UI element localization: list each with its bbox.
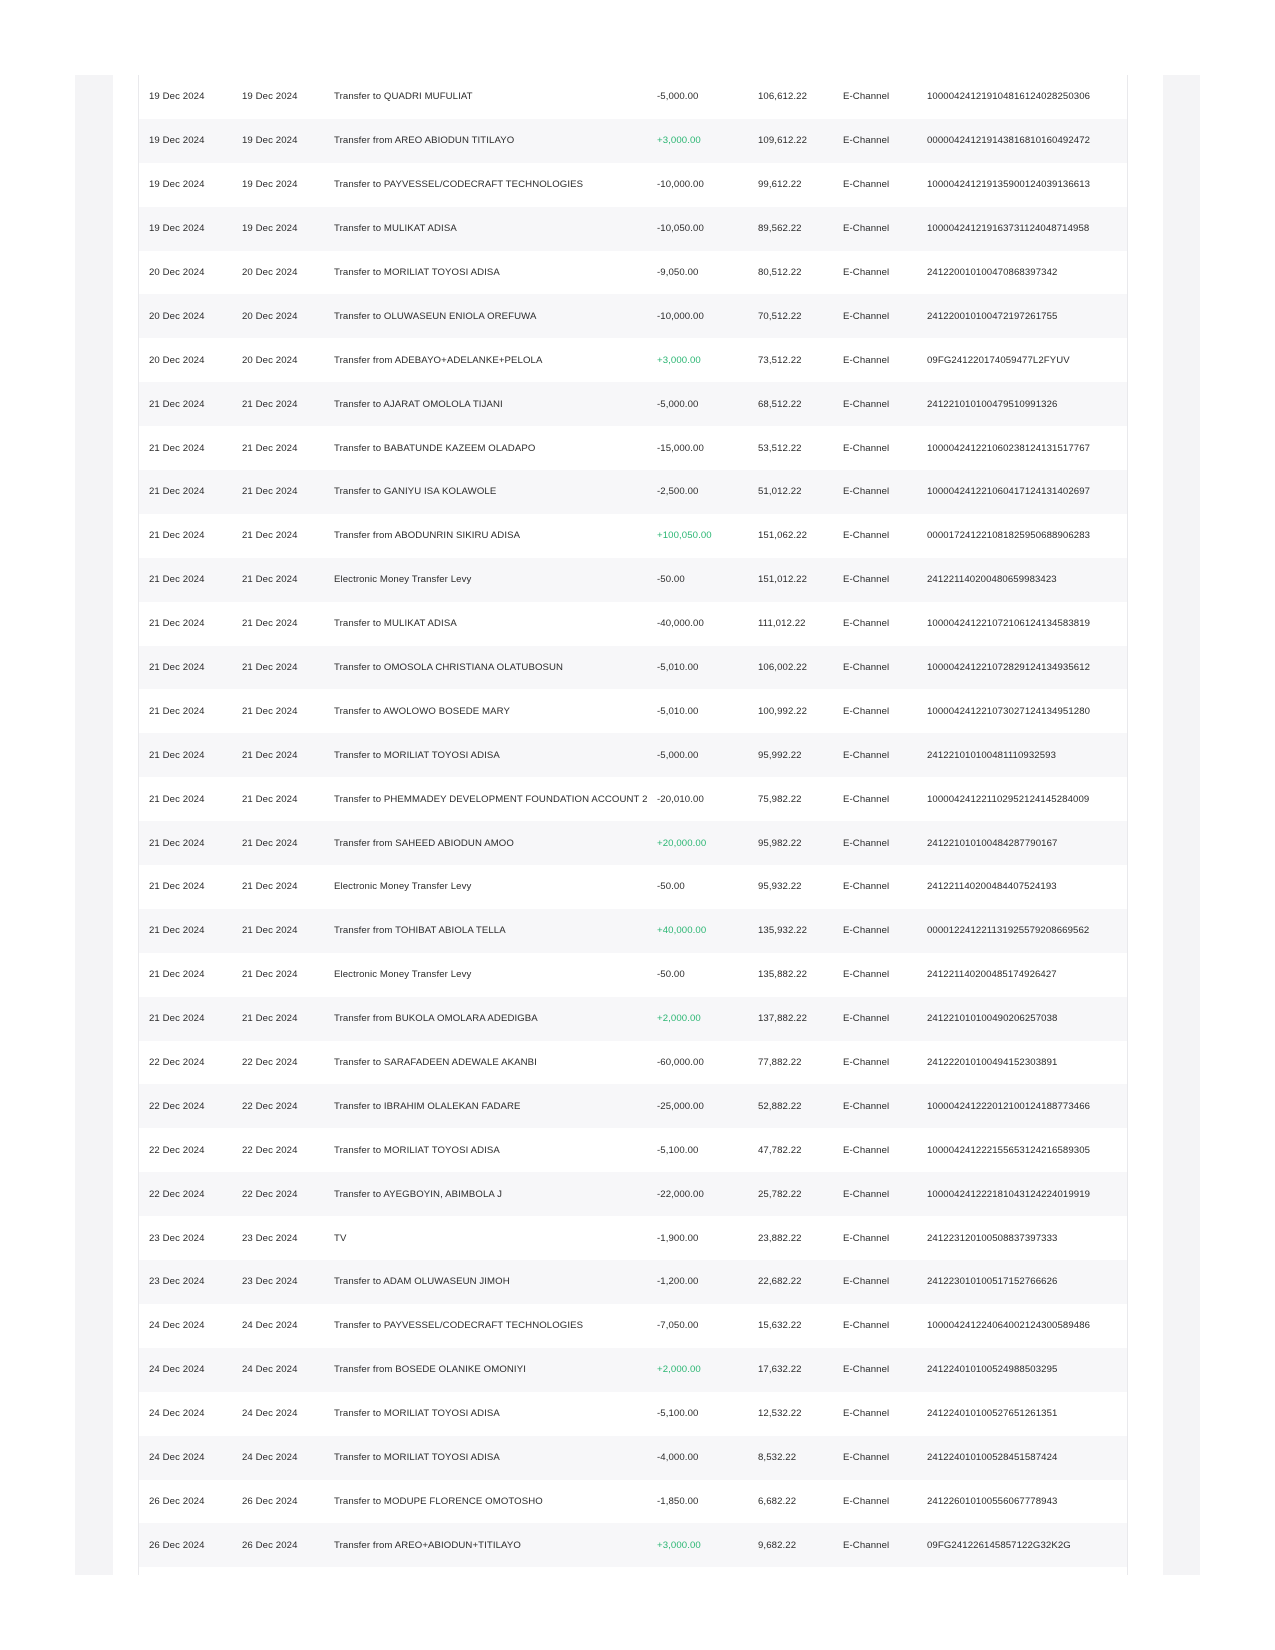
transaction-date: 26 Dec 2024 [149,1539,205,1551]
transaction-channel: E-Channel [843,969,890,981]
running-balance: 17,632.22 [758,1364,802,1376]
transaction-reference: 100004241221072106124134583819 [927,618,1091,630]
running-balance: 109,612.22 [758,135,808,147]
running-balance: 25,782.22 [758,1188,802,1200]
transaction-channel: E-Channel [843,1539,890,1551]
table-row [139,1304,1127,1348]
transaction-amount: -10,050.00 [657,223,704,235]
transaction-date: 19 Dec 2024 [149,223,205,235]
value-date: 24 Dec 2024 [242,1320,298,1332]
table-row [139,821,1127,865]
transaction-description: Transfer to PAYVESSEL/CODECRAFT TECHNOLOGIES [334,1320,584,1332]
table-row [139,1172,1127,1216]
transaction-amount: -25,000.00 [657,1100,704,1112]
transaction-date: 23 Dec 2024 [149,1232,205,1244]
transaction-description: Electronic Money Transfer Levy [334,574,472,586]
transaction-reference: 241224010100528451587424 [927,1452,1058,1464]
transaction-date: 21 Dec 2024 [149,486,205,498]
running-balance: 22,682.22 [758,1276,802,1288]
transaction-amount: -1,850.00 [657,1495,699,1507]
transaction-date: 21 Dec 2024 [149,442,205,454]
running-balance: 15,632.22 [758,1320,802,1332]
transaction-date: 21 Dec 2024 [149,969,205,981]
transaction-amount: -22,000.00 [657,1188,704,1200]
transaction-date: 20 Dec 2024 [149,310,205,322]
transaction-reference: 241224010100524988503295 [927,1364,1058,1376]
transaction-reference: 100004241221060238124131517767 [927,442,1091,454]
table-row [139,689,1127,733]
transaction-description: Transfer to MULIKAT ADISA [334,223,457,235]
transaction-reference: 241221010100481110932593 [927,749,1057,761]
running-balance: 89,562.22 [758,223,802,235]
table-row [139,733,1127,777]
transaction-reference: 241223120100508837397333 [927,1232,1058,1244]
transaction-date: 21 Dec 2024 [149,837,205,849]
running-balance: 68,512.22 [758,398,802,410]
transaction-description: Transfer to QUADRI MUFULIAT [334,91,473,103]
transaction-amount: -2,500.00 [657,486,699,498]
transaction-description: TV [334,1232,347,1244]
transaction-date: 19 Dec 2024 [149,179,205,191]
transaction-description: Transfer from TOHIBAT ABIOLA TELLA [334,925,506,937]
transaction-channel: E-Channel [843,354,890,366]
transaction-channel: E-Channel [843,91,890,103]
value-date: 23 Dec 2024 [242,1232,298,1244]
transaction-date: 21 Dec 2024 [149,925,205,937]
transaction-description: Transfer to MORILIAT TOYOSI ADISA [334,749,500,761]
transaction-channel: E-Channel [843,1188,890,1200]
table-row [139,163,1127,207]
transaction-description: Transfer to MORILIAT TOYOSI ADISA [334,1408,500,1420]
transaction-channel: E-Channel [843,486,890,498]
transaction-reference: 100004241222012100124188773466 [927,1100,1091,1112]
table-row [139,646,1127,690]
table-row [139,470,1127,514]
table-row [139,75,1127,119]
value-date: 19 Dec 2024 [242,91,298,103]
value-date: 26 Dec 2024 [242,1539,298,1551]
transaction-reference: 241226010100556067778943 [927,1495,1058,1507]
transaction-amount: +20,000.00 [657,837,707,849]
value-date: 24 Dec 2024 [242,1452,298,1464]
transaction-channel: E-Channel [843,749,890,761]
transaction-amount: -50.00 [657,969,685,981]
transaction-reference: 241221140200484407524193 [927,881,1057,893]
value-date: 21 Dec 2024 [242,618,298,630]
table-row [139,1216,1127,1260]
transaction-channel: E-Channel [843,925,890,937]
value-date: 24 Dec 2024 [242,1408,298,1420]
table-row [139,1436,1127,1480]
transaction-amount: -5,000.00 [657,91,699,103]
value-date: 20 Dec 2024 [242,354,298,366]
transaction-channel: E-Channel [843,705,890,717]
value-date: 21 Dec 2024 [242,398,298,410]
transaction-reference: 100004241221072829124134935612 [927,662,1091,674]
transaction-date: 22 Dec 2024 [149,1057,205,1069]
value-date: 23 Dec 2024 [242,1276,298,1288]
running-balance: 151,062.22 [758,530,808,542]
transaction-date: 21 Dec 2024 [149,749,205,761]
transaction-channel: E-Channel [843,618,890,630]
running-balance: 111,012.22 [758,618,806,630]
transaction-amount: -50.00 [657,574,685,586]
table-row [139,514,1127,558]
running-balance: 52,882.22 [758,1100,802,1112]
table-row [139,909,1127,953]
transaction-amount: -20,010.00 [657,793,704,805]
running-balance: 95,932.22 [758,881,802,893]
transaction-description: Transfer from BOSEDE OLANIKE OMONIYI [334,1364,526,1376]
transaction-amount: -5,000.00 [657,398,699,410]
transaction-amount: -7,050.00 [657,1320,699,1332]
value-date: 21 Dec 2024 [242,837,298,849]
transaction-reference: 100004241219104816124028250306 [927,91,1091,103]
running-balance: 23,882.22 [758,1232,802,1244]
transaction-description: Transfer to AYEGBOYIN, ABIMBOLA J [334,1188,503,1200]
transaction-description: Transfer from AREO ABIODUN TITILAYO [334,135,515,147]
table-row [139,1523,1127,1567]
transaction-reference: 100004241221073027124134951280 [927,705,1091,717]
transaction-amount: -5,010.00 [657,705,699,717]
transaction-date: 19 Dec 2024 [149,135,205,147]
transaction-reference: 100004241222155653124216589305 [927,1144,1091,1156]
value-date: 21 Dec 2024 [242,662,298,674]
transaction-reference: 241222010100494152303891 [927,1057,1058,1069]
table-row [139,338,1127,382]
transaction-description: Transfer to OLUWASEUN ENIOLA OREFUWA [334,310,537,322]
transaction-amount: +2,000.00 [657,1013,701,1025]
transaction-date: 26 Dec 2024 [149,1495,205,1507]
running-balance: 99,612.22 [758,179,802,191]
transaction-channel: E-Channel [843,1100,890,1112]
transaction-channel: E-Channel [843,1320,890,1332]
transaction-date: 23 Dec 2024 [149,1276,205,1288]
transaction-date: 21 Dec 2024 [149,530,205,542]
table-row [139,294,1127,338]
transaction-date: 24 Dec 2024 [149,1364,205,1376]
transaction-reference: 000017241221081825950688906283 [927,530,1091,542]
table-row [139,1392,1127,1436]
transaction-reference: 241221010100490206257038 [927,1013,1058,1025]
transaction-channel: E-Channel [843,1408,890,1420]
transaction-amount: -5,100.00 [657,1144,699,1156]
table-row [139,207,1127,251]
transaction-amount: -10,000.00 [657,310,704,322]
transaction-description: Transfer from ABODUNRIN SIKIRU ADISA [334,530,521,542]
table-row [139,1348,1127,1392]
running-balance: 95,992.22 [758,749,802,761]
value-date: 19 Dec 2024 [242,135,298,147]
transaction-channel: E-Channel [843,398,890,410]
transaction-date: 20 Dec 2024 [149,354,205,366]
value-date: 21 Dec 2024 [242,749,298,761]
table-row [139,558,1127,602]
transaction-reference: 241221010100484287790167 [927,837,1058,849]
table-row [139,777,1127,821]
transaction-amount: -10,000.00 [657,179,704,191]
value-date: 21 Dec 2024 [242,574,298,586]
transaction-amount: +40,000.00 [657,925,707,937]
transaction-description: Transfer to MULIKAT ADISA [334,618,457,630]
transaction-description: Transfer to ADAM OLUWASEUN JIMOH [334,1276,510,1288]
transaction-reference: 100004241224064002124300589486 [927,1320,1091,1332]
table-row [139,1480,1127,1524]
transaction-amount: -50.00 [657,881,685,893]
transaction-reference: 09FG241226145857122G32K2G [927,1539,1071,1551]
transaction-channel: E-Channel [843,881,890,893]
running-balance: 100,992.22 [758,705,808,717]
transaction-description: Transfer to MORILIAT TOYOSI ADISA [334,1144,500,1156]
table-row [139,1041,1127,1085]
transaction-reference: 241224010100527651261351 [927,1408,1058,1420]
transaction-description: Transfer to AWOLOWO BOSEDE MARY [334,705,511,717]
transaction-channel: E-Channel [843,530,890,542]
transaction-channel: E-Channel [843,837,890,849]
value-date: 21 Dec 2024 [242,969,298,981]
running-balance: 135,932.22 [758,925,808,937]
transaction-amount: +2,000.00 [657,1364,701,1376]
transaction-channel: E-Channel [843,442,890,454]
transaction-channel: E-Channel [843,1276,890,1288]
transaction-date: 22 Dec 2024 [149,1100,205,1112]
transaction-description: Transfer to IBRAHIM OLALEKAN FADARE [334,1100,521,1112]
transaction-reference: 000012241221131925579208669562 [927,925,1090,937]
transaction-date: 24 Dec 2024 [149,1408,205,1420]
transaction-date: 21 Dec 2024 [149,705,205,717]
transaction-channel: E-Channel [843,1057,890,1069]
running-balance: 75,982.22 [758,793,802,805]
running-balance: 9,682.22 [758,1539,797,1551]
transaction-description: Electronic Money Transfer Levy [334,969,472,981]
transaction-reference: 241221140200485174926427 [927,969,1057,981]
transaction-channel: E-Channel [843,1144,890,1156]
page-margin-right [1163,75,1200,1575]
transaction-reference: 100004241219135900124039136613 [927,179,1091,191]
value-date: 20 Dec 2024 [242,267,298,278]
running-balance: 77,882.22 [758,1057,802,1069]
running-balance: 135,882.22 [758,969,808,981]
table-row [139,251,1127,295]
value-date: 21 Dec 2024 [242,1013,298,1025]
transaction-amount: -5,100.00 [657,1408,699,1420]
table-row [139,1260,1127,1304]
transaction-description: Transfer to MODUPE FLORENCE OMOTOSHO [334,1495,543,1507]
transaction-date: 21 Dec 2024 [149,1013,205,1025]
transaction-description: Transfer to SARAFADEEN ADEWALE AKANBI [334,1057,537,1069]
transaction-channel: E-Channel [843,1495,890,1507]
transaction-amount: +100,050.00 [657,530,712,542]
transaction-description: Transfer to MORILIAT TOYOSI ADISA [334,1452,500,1464]
transaction-reference: 100004241219163731124048714958 [927,223,1090,235]
transaction-amount: +3,000.00 [657,1539,701,1551]
transaction-date: 21 Dec 2024 [149,398,205,410]
transaction-description: Transfer from SAHEED ABIODUN AMOO [334,837,514,849]
value-date: 20 Dec 2024 [242,310,298,322]
transaction-date: 21 Dec 2024 [149,618,205,630]
running-balance: 47,782.22 [758,1144,802,1156]
table-row [139,382,1127,426]
transaction-channel: E-Channel [843,793,890,805]
transaction-amount: -4,000.00 [657,1452,699,1464]
transaction-description: Transfer from BUKOLA OMOLARA ADEDIGBA [334,1013,538,1025]
running-balance: 106,002.22 [758,662,808,674]
transaction-date: 21 Dec 2024 [149,881,205,893]
value-date: 26 Dec 2024 [242,1495,298,1507]
transaction-description: Transfer from ADEBAYO+ADELANKE+PELOLA [334,354,543,366]
transaction-amount: -60,000.00 [657,1057,704,1069]
statement-sheet [138,75,1128,1575]
transaction-reference: 000004241219143816810160492472 [927,135,1091,147]
transaction-reference: 241220010100470868397342 [927,267,1058,278]
table-row [139,953,1127,997]
transaction-amount: -1,900.00 [657,1232,699,1244]
transaction-description: Transfer to OMOSOLA CHRISTIANA OLATUBOSUN [334,662,564,674]
transaction-date: 21 Dec 2024 [149,574,205,586]
running-balance: 106,612.22 [758,91,808,103]
running-balance: 12,532.22 [758,1408,802,1420]
table-row [139,426,1127,470]
value-date: 22 Dec 2024 [242,1057,298,1069]
transaction-channel: E-Channel [843,310,890,322]
running-balance: 137,882.22 [758,1013,808,1025]
transaction-date: 24 Dec 2024 [149,1320,205,1332]
transaction-channel: E-Channel [843,179,890,191]
transaction-channel: E-Channel [843,223,890,235]
transaction-description: Electronic Money Transfer Levy [334,881,472,893]
running-balance: 70,512.22 [758,310,802,322]
transaction-date: 22 Dec 2024 [149,1188,205,1200]
transaction-amount: -40,000.00 [657,618,704,630]
transaction-date: 20 Dec 2024 [149,267,205,278]
running-balance: 53,512.22 [758,442,802,454]
value-date: 21 Dec 2024 [242,486,298,498]
running-balance: 8,532.22 [758,1452,797,1464]
table-row [139,865,1127,909]
transaction-date: 19 Dec 2024 [149,91,205,103]
transactions-table [139,75,1127,1567]
transaction-description: Transfer to PHEMMADEY DEVELOPMENT FOUNDATION ACCOUNT 2 [334,793,648,805]
transaction-channel: E-Channel [843,1452,890,1464]
value-date: 21 Dec 2024 [242,530,298,542]
transaction-description: Transfer to BABATUNDE KAZEEM OLADAPO [334,442,536,454]
value-date: 24 Dec 2024 [242,1364,298,1376]
running-balance: 6,682.22 [758,1495,797,1507]
transaction-reference: 100004241221060417124131402697 [927,486,1091,498]
value-date: 19 Dec 2024 [242,223,298,235]
transaction-amount: +3,000.00 [657,135,701,147]
transaction-description: Transfer to PAYVESSEL/CODECRAFT TECHNOLOGIES [334,179,584,191]
table-row [139,1128,1127,1172]
transaction-description: Transfer to AJARAT OMOLOLA TIJANI [334,398,503,410]
transaction-description: Transfer to MORILIAT TOYOSI ADISA [334,267,500,278]
transaction-channel: E-Channel [843,574,890,586]
transaction-channel: E-Channel [843,1364,890,1376]
transaction-date: 21 Dec 2024 [149,662,205,674]
running-balance: 51,012.22 [758,486,802,498]
page-margin-left [75,75,113,1575]
value-date: 22 Dec 2024 [242,1188,298,1200]
transaction-reference: 241221010100479510991326 [927,398,1058,410]
transaction-reference: 100004241222181043124224019919 [927,1188,1091,1200]
transaction-date: 24 Dec 2024 [149,1452,205,1464]
transaction-amount: +3,000.00 [657,354,701,366]
transaction-reference: 241223010100517152766626 [927,1276,1058,1288]
value-date: 19 Dec 2024 [242,179,298,191]
value-date: 21 Dec 2024 [242,925,298,937]
transaction-reference: 241221140200480659983423 [927,574,1057,586]
table-row [139,602,1127,646]
value-date: 22 Dec 2024 [242,1100,298,1112]
transaction-channel: E-Channel [843,135,890,147]
transaction-reference: 241220010100472197261755 [927,310,1058,322]
value-date: 21 Dec 2024 [242,881,298,893]
value-date: 21 Dec 2024 [242,442,298,454]
running-balance: 151,012.22 [758,574,808,586]
value-date: 22 Dec 2024 [242,1144,298,1156]
running-balance: 95,982.22 [758,837,802,849]
value-date: 21 Dec 2024 [242,705,298,717]
transaction-date: 22 Dec 2024 [149,1144,205,1156]
running-balance: 73,512.22 [758,354,802,366]
table-row [139,997,1127,1041]
transaction-date: 21 Dec 2024 [149,793,205,805]
transaction-amount: -9,050.00 [657,267,699,278]
transaction-amount: -15,000.00 [657,442,704,454]
transaction-description: Transfer from AREO+ABIODUN+TITILAYO [334,1539,521,1551]
running-balance: 80,512.22 [758,267,802,278]
transaction-reference: 09FG241220174059477L2FYUV [927,354,1070,366]
transaction-channel: E-Channel [843,267,890,278]
transaction-description: Transfer to GANIYU ISA KOLAWOLE [334,486,497,498]
transaction-amount: -1,200.00 [657,1276,699,1288]
transaction-reference: 100004241221102952124145284009 [927,793,1090,805]
transaction-channel: E-Channel [843,662,890,674]
transaction-amount: -5,000.00 [657,749,699,761]
table-row [139,1084,1127,1128]
transaction-channel: E-Channel [843,1013,890,1025]
table-row [139,119,1127,163]
transaction-amount: -5,010.00 [657,662,699,674]
transaction-channel: E-Channel [843,1232,890,1244]
value-date: 21 Dec 2024 [242,793,298,805]
